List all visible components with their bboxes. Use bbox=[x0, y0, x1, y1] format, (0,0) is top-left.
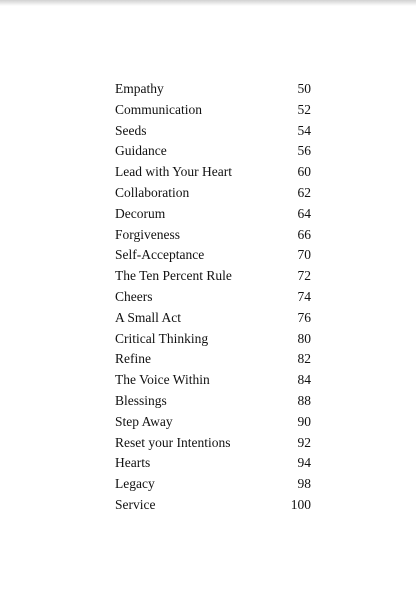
toc-entry-page: 62 bbox=[297, 184, 311, 200]
toc-entry bbox=[115, 287, 311, 308]
toc-entry-page: 94 bbox=[297, 455, 311, 471]
toc-entry bbox=[115, 474, 311, 495]
toc-entry bbox=[115, 183, 311, 204]
toc-entry bbox=[115, 370, 311, 391]
toc-entry-page: 54 bbox=[297, 122, 311, 138]
toc-entry-page: 98 bbox=[297, 476, 311, 492]
toc-entry bbox=[115, 495, 311, 516]
page-top-shadow bbox=[0, 0, 416, 6]
toc-entry-page: 74 bbox=[297, 288, 311, 304]
table-of-contents bbox=[115, 79, 311, 516]
toc-entry-title: A Small Act bbox=[115, 309, 182, 325]
toc-entry bbox=[115, 141, 311, 162]
toc-entry bbox=[115, 329, 311, 350]
toc-entry-page: 56 bbox=[297, 143, 311, 159]
toc-entry-page: 84 bbox=[297, 372, 311, 388]
toc-entry bbox=[115, 162, 311, 183]
toc-entry-title: Decorum bbox=[115, 205, 166, 221]
toc-entry bbox=[115, 79, 311, 100]
toc-entry bbox=[115, 433, 311, 454]
toc-entry-title: Seeds bbox=[115, 122, 147, 138]
toc-entry-page: 72 bbox=[297, 268, 311, 284]
toc-entry-title: Self-Acceptance bbox=[115, 247, 205, 263]
toc-entry-title: Step Away bbox=[115, 413, 173, 429]
toc-entry-title: Critical Thinking bbox=[115, 330, 209, 346]
toc-entry-page: 100 bbox=[290, 496, 311, 512]
toc-entry bbox=[115, 121, 311, 142]
toc-entry-page: 64 bbox=[297, 205, 311, 221]
toc-entry-title: Hearts bbox=[115, 455, 151, 471]
toc-entry-title: Lead with Your Heart bbox=[115, 164, 232, 180]
toc-entry-title: Cheers bbox=[115, 288, 153, 304]
toc-entry-title: Empathy bbox=[115, 81, 164, 96]
toc-entry-page: 66 bbox=[297, 226, 311, 242]
toc-entry bbox=[115, 204, 311, 225]
toc-entry bbox=[115, 225, 311, 246]
toc-entry-page: 70 bbox=[297, 247, 311, 263]
toc-entry bbox=[115, 453, 311, 474]
toc-entry bbox=[115, 349, 311, 370]
toc-entry bbox=[115, 391, 311, 412]
toc-entry-title: Collaboration bbox=[115, 184, 190, 200]
toc-entry-title: Communication bbox=[115, 101, 202, 117]
toc-entry-title: Guidance bbox=[115, 143, 167, 159]
toc-entry bbox=[115, 308, 311, 329]
toc-entry-title: The Ten Percent Rule bbox=[115, 268, 232, 284]
toc-entry-page: 50 bbox=[297, 81, 311, 96]
toc-entry bbox=[115, 412, 311, 433]
toc-entry-page: 82 bbox=[297, 351, 311, 367]
toc-entry-page: 52 bbox=[297, 101, 311, 117]
toc-entry bbox=[115, 266, 311, 287]
toc-entry bbox=[115, 100, 311, 121]
toc-entry-title: Service bbox=[115, 496, 156, 512]
toc-entry-page: 90 bbox=[297, 413, 311, 429]
toc-entry-title: Refine bbox=[115, 351, 151, 367]
toc-entry-title: Blessings bbox=[115, 392, 167, 408]
toc-entry-title: Forgiveness bbox=[115, 226, 181, 242]
toc-entry-page: 88 bbox=[297, 392, 311, 408]
toc-entry-page: 92 bbox=[297, 434, 311, 450]
toc-entry-page: 80 bbox=[297, 330, 311, 346]
toc-entry-page: 76 bbox=[297, 309, 311, 325]
toc-entry-title: Legacy bbox=[115, 476, 155, 492]
toc-entry bbox=[115, 245, 311, 266]
toc-entry-page: 60 bbox=[297, 164, 311, 180]
toc-entry-title: The Voice Within bbox=[115, 372, 210, 388]
toc-entry-title: Reset your Intentions bbox=[115, 434, 231, 450]
